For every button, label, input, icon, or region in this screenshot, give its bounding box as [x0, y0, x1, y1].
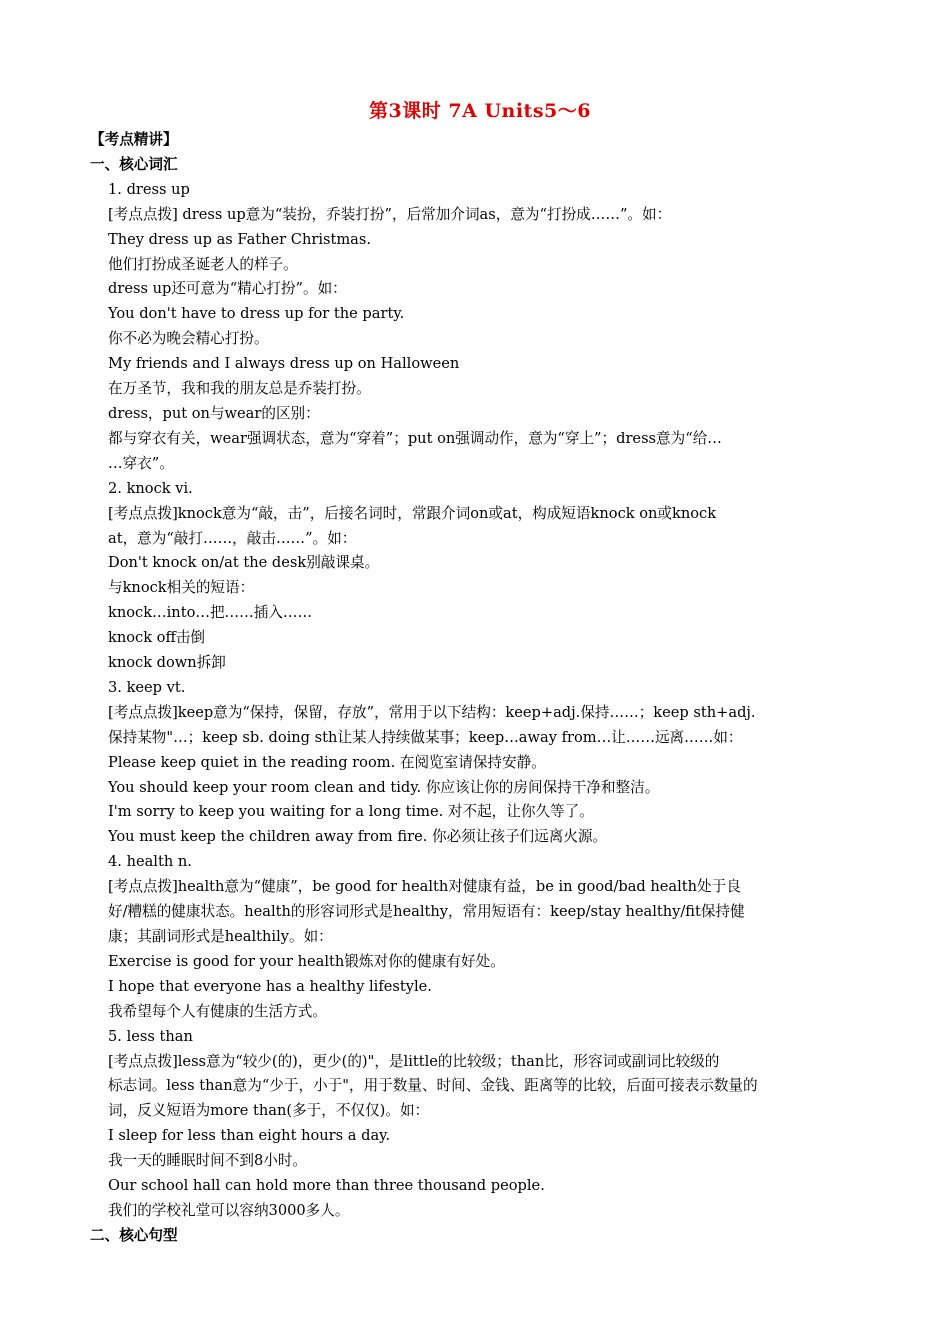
- vocab-line: at，意为“敲打……，敲击……”。如：: [108, 529, 357, 547]
- section-header: 【考点精讲】: [90, 131, 178, 148]
- vocab-line: knock…into…把……插入……: [108, 604, 313, 622]
- vocab-item-heading: 4. health n.: [108, 853, 192, 871]
- vocab-line: You must keep the children away from fire. 你必须让孩子们远离火源。: [108, 828, 608, 846]
- vocab-line: knock down拆卸: [108, 654, 226, 672]
- vocab-item-heading: 5. less than: [108, 1027, 193, 1045]
- vocab-line: 保持某物"…；keep sb. doing sth让某人持续做某事；keep…away from…让……远离……如：: [108, 728, 743, 746]
- vocab-line: 他们打扮成圣诞老人的样子。: [108, 255, 298, 273]
- vocab-line: Exercise is good for your health锻炼对你的健康有好处。: [108, 952, 505, 970]
- vocab-item-heading: 2. knock vi.: [108, 479, 193, 497]
- vocab-line: 与knock相关的短语：: [108, 579, 255, 597]
- vocab-line: They dress up as Father Christmas.: [108, 230, 372, 248]
- vocab-line: [考点点拨]less意为“较少(的)，更少(的)"，是little的比较级；than比，形容词或副词比较级的: [108, 1052, 720, 1070]
- part2-heading: 二、核心句型: [90, 1226, 178, 1244]
- vocab-line: 你不必为晚会精心打扮。: [108, 330, 269, 348]
- vocab-item-heading: 1. dress up: [108, 180, 190, 198]
- vocab-line: You don't have to dress up for the party.: [108, 305, 405, 323]
- vocab-line: 好/糟糕的健康状态。health的形容词形式是healthy，常用短语有：keep/stay healthy/fit保持健: [108, 903, 745, 921]
- vocab-line: Please keep quiet in the reading room. 在阅览室请保持安静。: [108, 753, 546, 771]
- vocab-line: [考点点拨]knock意为“敲，击”，后接名词时，常跟介词on或at，构成短语knock on或knock: [108, 504, 717, 522]
- vocab-line: knock off击倒: [108, 629, 206, 647]
- vocab-line: I sleep for less than eight hours a day.: [108, 1127, 391, 1145]
- vocab-line: 我一天的睡眠时间不到8小时。: [108, 1152, 308, 1170]
- document-page: [90, 96, 870, 1249]
- vocab-item: [90, 676, 870, 850]
- vocab-item: [90, 178, 870, 477]
- vocab-line: dress up还可意为“精心打扮”。如：: [108, 280, 347, 298]
- vocab-line: 词，反义短语为more than(多于，不仅仅)。如：: [108, 1102, 430, 1120]
- vocab-line: I'm sorry to keep you waiting for a long time. 对不起，让你久等了。: [108, 803, 594, 821]
- vocab-item: [90, 1025, 870, 1224]
- vocab-line: You should keep your room clean and tidy. 你应该让你的房间保持干净和整洁。: [108, 778, 660, 796]
- vocab-item-heading: 3. keep vt.: [108, 678, 186, 696]
- vocab-line: dress，put on与wear的区别：: [108, 404, 320, 422]
- vocab-line: [考点点拨]health意为“健康”，be good for health对健康有益，be in good/bad health处于良: [108, 878, 741, 896]
- vocab-item: [90, 850, 870, 1024]
- vocab-line: My friends and I always dress up on Halloween: [108, 355, 460, 373]
- page-title: 第3课时 7A Units5～6: [369, 100, 591, 122]
- vocab-line: 都与穿衣有关，wear强调状态，意为“穿着”；put on强调动作，意为“穿上”；dress意为“给…: [108, 429, 722, 447]
- vocab-line: 标志词。less than意为“少于，小于"，用于数量、时间、金钱、距离等的比较，后面可接表示数量的: [108, 1077, 758, 1095]
- part1-heading: 一、核心词汇: [90, 155, 178, 173]
- vocab-line: 在万圣节，我和我的朋友总是乔装打扮。: [108, 380, 371, 398]
- vocab-line: [考点点拨]keep意为“保持，保留，存放”，常用于以下结构：keep+adj.保持……；keep sth+adj.: [108, 703, 756, 721]
- vocab-list: [90, 178, 870, 1224]
- vocab-line: 康；其副词形式是healthily。如：: [108, 928, 333, 945]
- vocab-line: …穿衣”。: [108, 454, 174, 472]
- vocab-line: 我们的学校礼堂可以容纳3000多人。: [108, 1201, 350, 1219]
- vocab-line: Don't knock on/at the desk别敲课桌。: [108, 554, 380, 572]
- vocab-line: I hope that everyone has a healthy lifestyle.: [108, 977, 432, 995]
- vocab-line: 我希望每个人有健康的生活方式。: [108, 1002, 327, 1020]
- vocab-line: Our school hall can hold more than three thousand people.: [108, 1177, 545, 1195]
- vocab-item: [90, 477, 870, 676]
- vocab-line: [考点点拨] dress up意为“装扮，乔装打扮”，后常加介词as，意为“打扮成……”。如：: [108, 205, 672, 223]
